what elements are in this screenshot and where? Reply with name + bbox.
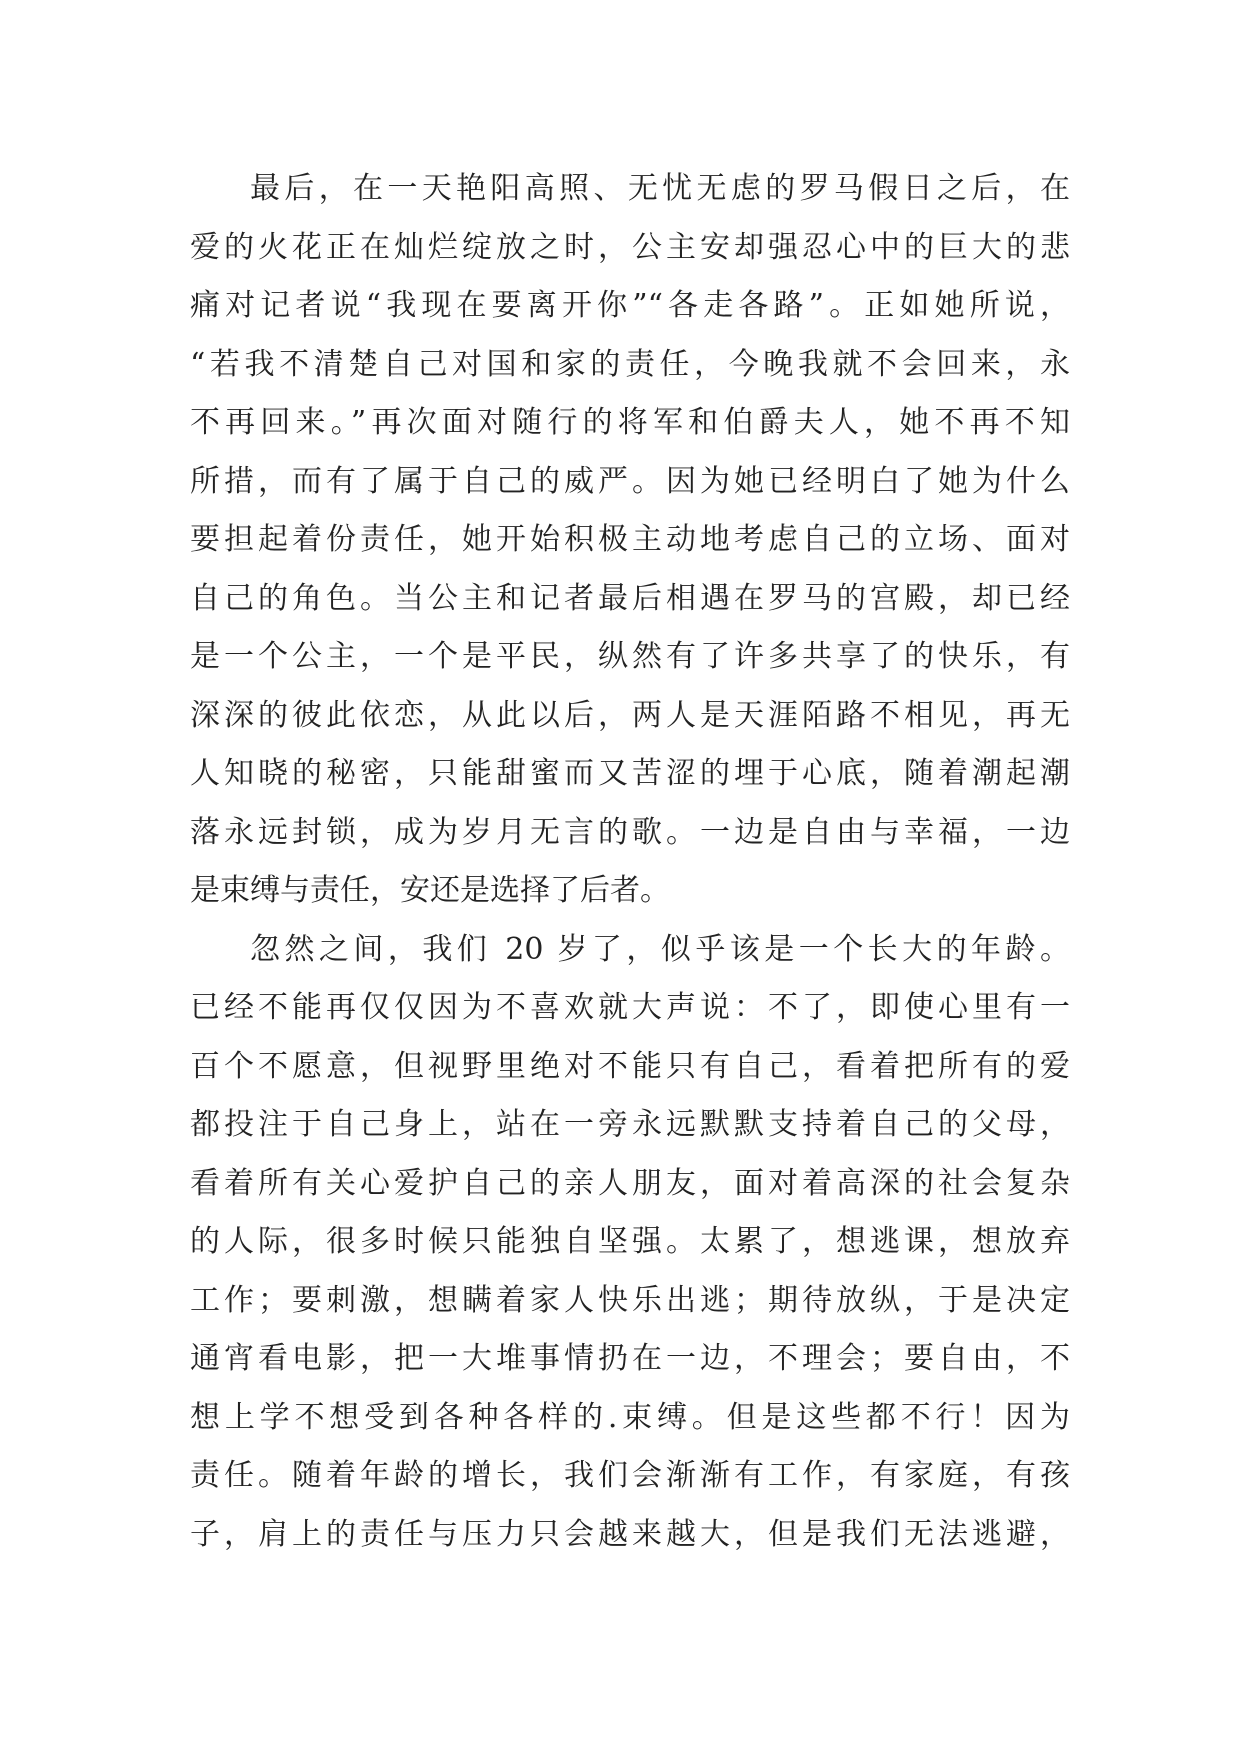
text-line: 要担起着份责任，她开始积极主动地考虑自己的立场、面对	[190, 522, 1070, 557]
text-line: 是一个公主，一个是平民，纵然有了许多共享了的快乐，有	[190, 639, 1070, 674]
text-line: 通宵看电影，把一大堆事情扔在一边，不理会；要自由，不	[190, 1341, 1070, 1376]
text-line: 已经不能再仅仅因为不喜欢就大声说：不了，即使心里有一	[190, 990, 1070, 1025]
text-line: 想上学不想受到各种各样的.束缚。但是这些都不行！因为	[190, 1399, 1070, 1435]
text-line: 子，肩上的责任与压力只会越来越大，但是我们无法逃避，	[190, 1516, 1070, 1552]
text-line: 工作；要刺激，想瞒着家人快乐出逃；期待放纵，于是决定	[190, 1282, 1070, 1318]
text-line: 自己的角色。当公主和记者最后相遇在罗马的宫殿，却已经	[190, 580, 1070, 616]
text-line: 看着所有关心爱护自己的亲人朋友，面对着高深的社会复杂	[190, 1165, 1070, 1201]
text-line: 痛对记者说“我现在要离开你”“各走各路”。正如她所说，	[190, 288, 1070, 323]
text-line: 的人际，很多时候只能独自坚强。太累了，想逃课，想放弃	[190, 1224, 1070, 1259]
text-line: 爱的火花正在灿烂绽放之时，公主安却强忍心中的巨大的悲	[190, 229, 1070, 265]
text-line: 不再回来。”再次面对随行的将军和伯爵夫人，她不再不知	[190, 405, 1070, 440]
text-line: 最后，在一天艳阳高照、无忧无虑的罗马假日之后，在	[250, 171, 1070, 206]
text-line: 人知晓的秘密，只能甜蜜而又苦涩的埋于心底，随着潮起潮	[190, 756, 1070, 791]
text-line: “若我不清楚自己对国和家的责任，今晚我就不会回来，永	[190, 346, 1070, 382]
text-line: 百个不愿意，但视野里绝对不能只有自己，看着把所有的爱	[190, 1048, 1070, 1084]
text-line: 所措，而有了属于自己的威严。因为她已经明白了她为什么	[190, 463, 1070, 499]
text-line: 是束缚与责任，安还是选择了后者。	[190, 873, 670, 908]
text-line: 忽然之间，我们 20 岁了，似乎该是一个长大的年龄。	[250, 931, 1070, 967]
text-line: 深深的彼此依恋，从此以后，两人是天涯陌路不相见，再无	[190, 697, 1070, 733]
text-line: 落永远封锁，成为岁月无言的歌。一边是自由与幸福，一边	[190, 814, 1070, 850]
text-line: 责任。随着年龄的增长，我们会渐渐有工作，有家庭，有孩	[190, 1458, 1070, 1493]
text-line: 都投注于自己身上，站在一旁永远默默支持着自己的父母，	[190, 1107, 1070, 1142]
body-text	[190, 160, 1070, 1564]
